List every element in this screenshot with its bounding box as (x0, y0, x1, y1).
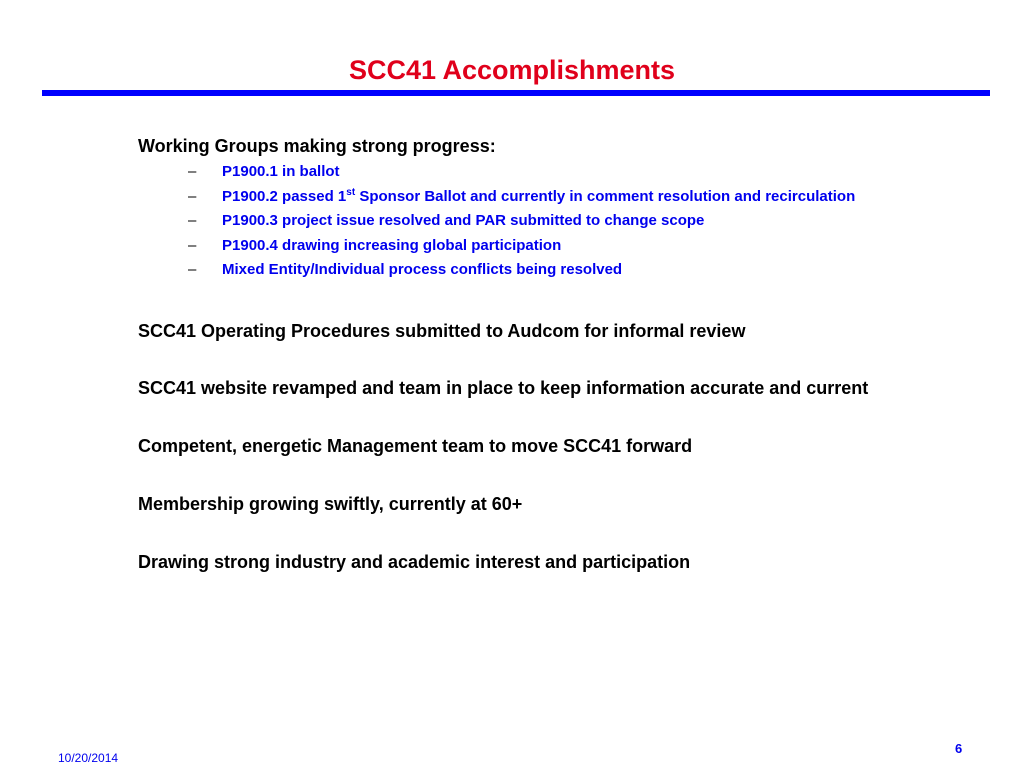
sub-item-mixed-entity (138, 260, 898, 280)
bullet-industry-interest: Drawing strong industry and academic interest and participation (138, 551, 691, 572)
spacer (138, 516, 898, 550)
sub-item-p1900-3 (138, 211, 898, 231)
sub-item-text-pre: P1900.2 passed 1 (222, 187, 347, 205)
working-groups-list (138, 162, 898, 280)
ordinal-superscript: st (346, 186, 356, 198)
spacer (138, 458, 898, 492)
dash-marker: – (188, 187, 197, 205)
page-number: 6 (955, 741, 963, 756)
spacer (138, 343, 898, 376)
title-underline (42, 90, 990, 96)
sub-item-text: Mixed Entity/Individual process conflicts being resolved (222, 261, 623, 278)
sub-item-text: P1900.4 drawing increasing global participation (222, 236, 562, 254)
sub-item-text (222, 188, 855, 205)
sub-item-text: P1900.3 project issue resolved and PAR submitted to change scope (222, 212, 705, 229)
sub-item-p1900-4 (138, 236, 898, 256)
sub-item-text-post: Sponsor Ballot and currently in comment resolution and recirculation (355, 187, 856, 205)
bullet-membership: Membership growing swiftly, currently at 60+ (138, 493, 523, 514)
bullet-website: SCC41 website revamped and team in place to keep information accurate and current (138, 377, 869, 398)
spacer (138, 400, 898, 434)
dash-marker: – (188, 236, 197, 254)
dash-marker: – (188, 212, 197, 229)
bullet-management-team: Competent, energetic Management team to move SCC41 forward (138, 435, 693, 456)
bullet-working-groups (138, 134, 898, 158)
spacer (138, 285, 898, 319)
footer-date: 10/20/2014 (58, 751, 119, 765)
sub-item-text: P1900.1 in ballot (222, 163, 340, 180)
slide-body (138, 134, 898, 574)
dash-marker: – (188, 163, 197, 180)
sub-item-p1900-2 (138, 187, 898, 207)
working-groups-heading: Working Groups making strong progress: (138, 136, 496, 156)
bullet-operating-procedures: SCC41 Operating Procedures submitted to Audcom for informal review (138, 320, 746, 341)
sub-item-p1900-1 (138, 162, 898, 182)
dash-marker: – (188, 261, 197, 278)
slide-title: SCC41 Accomplishments (348, 55, 676, 85)
